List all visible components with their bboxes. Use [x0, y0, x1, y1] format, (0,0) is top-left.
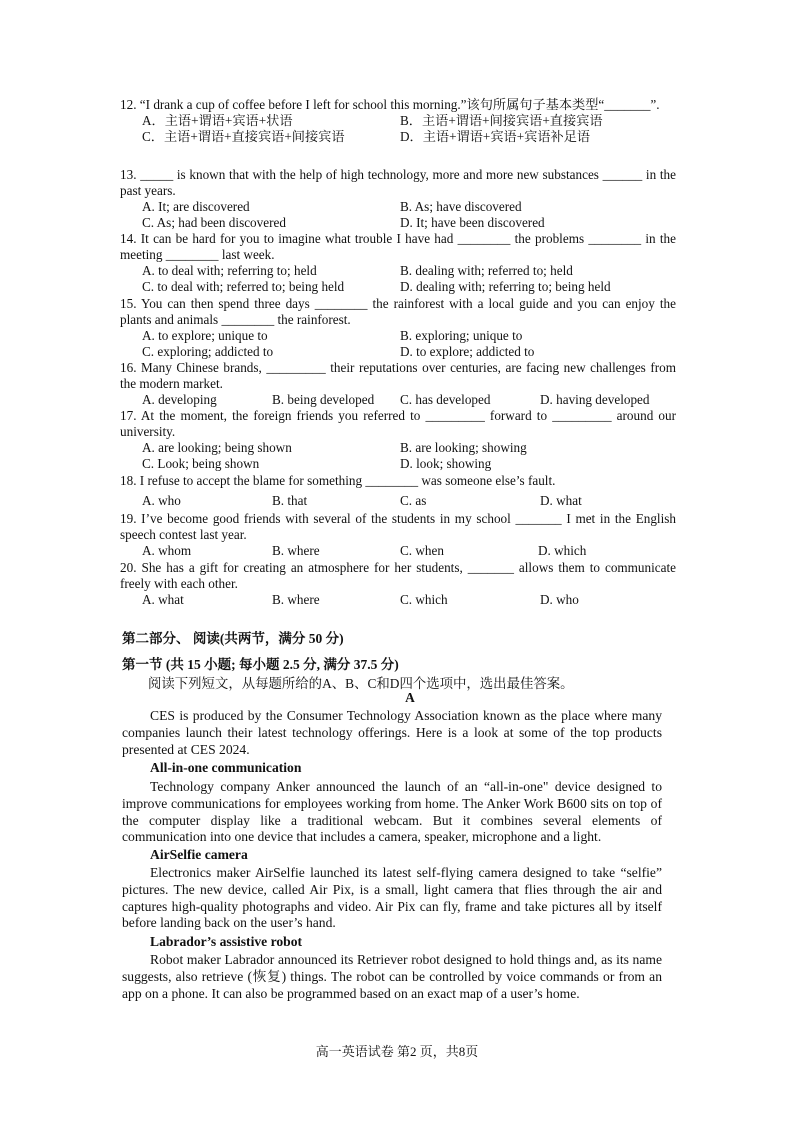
- option-c: C. As; had been discovered: [142, 215, 286, 230]
- option-c: C. exploring; addicted to: [142, 344, 274, 359]
- item-heading: Labrador’s assistive robot: [150, 934, 303, 949]
- options-row: [120, 113, 676, 129]
- item-paragraph: Robot maker Labrador announced its Retriever robot designed to hold things and, as its name suggests, also retrieve (恢复) things. The robot can be controlled by voice commands or from an app on a phone. It can also be programmed based on an exact map of a user’s home.: [122, 952, 662, 1001]
- question-stem: 16. Many Chinese brands, _________ their reputations over centuries, are facing new challenges from the modern market.: [120, 360, 676, 391]
- option-d: D. which: [538, 543, 587, 558]
- question-14: [120, 231, 676, 295]
- section-one-title: 第一节 (共 15 小题; 每小题 2.5 分, 满分 37.5 分): [122, 657, 399, 672]
- option-a: A. developing: [142, 392, 217, 407]
- item-heading: AirSelfie camera: [150, 847, 248, 862]
- option-a: A. are looking; being shown: [142, 440, 292, 455]
- option-d: D. look; showing: [400, 456, 492, 471]
- option-b: B. where: [272, 592, 320, 607]
- option-d: D．主语+谓语+宾语+宾语补足语: [400, 129, 591, 144]
- option-d: D. dealing with; referring to; being held: [400, 279, 611, 294]
- question-17: [120, 408, 676, 472]
- option-b: B. where: [272, 543, 320, 558]
- option-c: C. has developed: [400, 392, 491, 407]
- options-row: [120, 199, 676, 215]
- question-stem: 18. I refuse to accept the blame for something ________ was someone else’s fault.: [120, 473, 556, 488]
- option-c: C. when: [400, 543, 444, 558]
- option-b: B. exploring; unique to: [400, 328, 523, 343]
- option-b: B. As; have discovered: [400, 199, 522, 214]
- options-row: [120, 392, 676, 408]
- options-row: [120, 493, 676, 509]
- part-two-title: 第二部分、 阅读(共两节，满分 50 分): [122, 631, 344, 646]
- option-a: A．主语+谓语+宾语+状语: [142, 113, 293, 128]
- question-15: [120, 296, 676, 360]
- question-20: [120, 560, 676, 608]
- option-b: B. being developed: [272, 392, 375, 407]
- option-b: B. are looking; showing: [400, 440, 527, 455]
- question-18: [120, 473, 676, 509]
- option-c: C. which: [400, 592, 448, 607]
- passage-intro: CES is produced by the Consumer Technology Association known as the place where many companies launch their latest technology offerings. Here is a look at some of the top products presented at CES 2024.: [122, 708, 662, 757]
- options-row: [120, 215, 676, 231]
- option-b: B. dealing with; referred to; held: [400, 263, 573, 278]
- item-paragraph: Electronics maker AirSelfie launched its latest self-flying camera designed to take “selfie” pictures. The new device, called Air Pix, is a small, light camera that flies through the air and captures high-quality photographs and video. Air Pix can fly, frame and take pictures all by itself before landing back on the user’s hand.: [122, 865, 662, 931]
- option-d: D. who: [540, 592, 579, 607]
- option-a: A. It; are discovered: [142, 199, 250, 214]
- option-b: B. that: [272, 493, 308, 508]
- question-stem: 20. She has a gift for creating an atmosphere for her students, _______ allows them to communicate freely with each other.: [120, 560, 676, 591]
- option-c: C．主语+谓语+直接宾语+间接宾语: [142, 129, 345, 144]
- options-row: [120, 592, 676, 608]
- options-row: [120, 263, 676, 279]
- question-stem: 17. At the moment, the foreign friends you referred to _________ forward to _________ around our university.: [120, 408, 676, 439]
- item-paragraph: Technology company Anker announced the launch of an “all-in-one" device designed to improve communications for employees working from home. The Anker Work B600 sits on top of the computer display like a traditional webcam. But it combines several elements of communication into one device that includes a camera, speaker, microphone and a light.: [122, 779, 662, 845]
- option-d: D. what: [540, 493, 582, 508]
- options-row: [120, 543, 676, 559]
- question-16: [120, 360, 676, 408]
- options-row: [120, 344, 676, 360]
- option-a: A. to explore; unique to: [142, 328, 268, 343]
- option-d: D. having developed: [540, 392, 650, 407]
- options-row: [120, 328, 676, 344]
- option-c: C. to deal with; referred to; being held: [142, 279, 345, 294]
- option-c: C. as: [400, 493, 427, 508]
- options-row: [120, 456, 676, 472]
- question-12: [120, 97, 676, 145]
- options-row: [120, 440, 676, 456]
- reading-instruction: 阅读下列短文，从每题所给的A、B、C和D四个选项中，选出最佳答案。: [148, 676, 574, 691]
- question-stem: 15. You can then spend three days ________ the rainforest with a local guide and you can enjoy the plants and animals ________ the rainforest.: [120, 296, 676, 327]
- options-row: [120, 129, 676, 145]
- option-b: B．主语+谓语+间接宾语+直接宾语: [400, 113, 603, 128]
- item-heading: All-in-one communication: [150, 760, 302, 775]
- page-footer: 高一英语试卷 第2 页，共8页: [315, 1044, 479, 1059]
- question-stem: 12. “I drank a cup of coffee before I left for school this morning.”该句所属句子基本类型“_______”.: [120, 97, 660, 112]
- option-a: A. what: [142, 592, 184, 607]
- question-stem: 14. It can be hard for you to imagine what trouble I have had ________ the problems ________ in the meeting ________ last week.: [120, 231, 676, 262]
- question-stem: 13. _____ is known that with the help of high technology, more and more new substances ______ in the past years.: [120, 167, 676, 198]
- question-19: [120, 511, 676, 559]
- option-a: A. whom: [142, 543, 192, 558]
- options-row: [120, 279, 676, 295]
- passage-letter: A: [405, 690, 415, 705]
- option-c: C. Look; being shown: [142, 456, 260, 471]
- question-13: [120, 167, 676, 231]
- option-d: D. to explore; addicted to: [400, 344, 535, 359]
- option-a: A. to deal with; referring to; held: [142, 263, 317, 278]
- option-a: A. who: [142, 493, 181, 508]
- option-d: D. It; have been discovered: [400, 215, 545, 230]
- question-stem: 19. I’ve become good friends with several of the students in my school _______ I met in the English speech contest last year.: [120, 511, 676, 542]
